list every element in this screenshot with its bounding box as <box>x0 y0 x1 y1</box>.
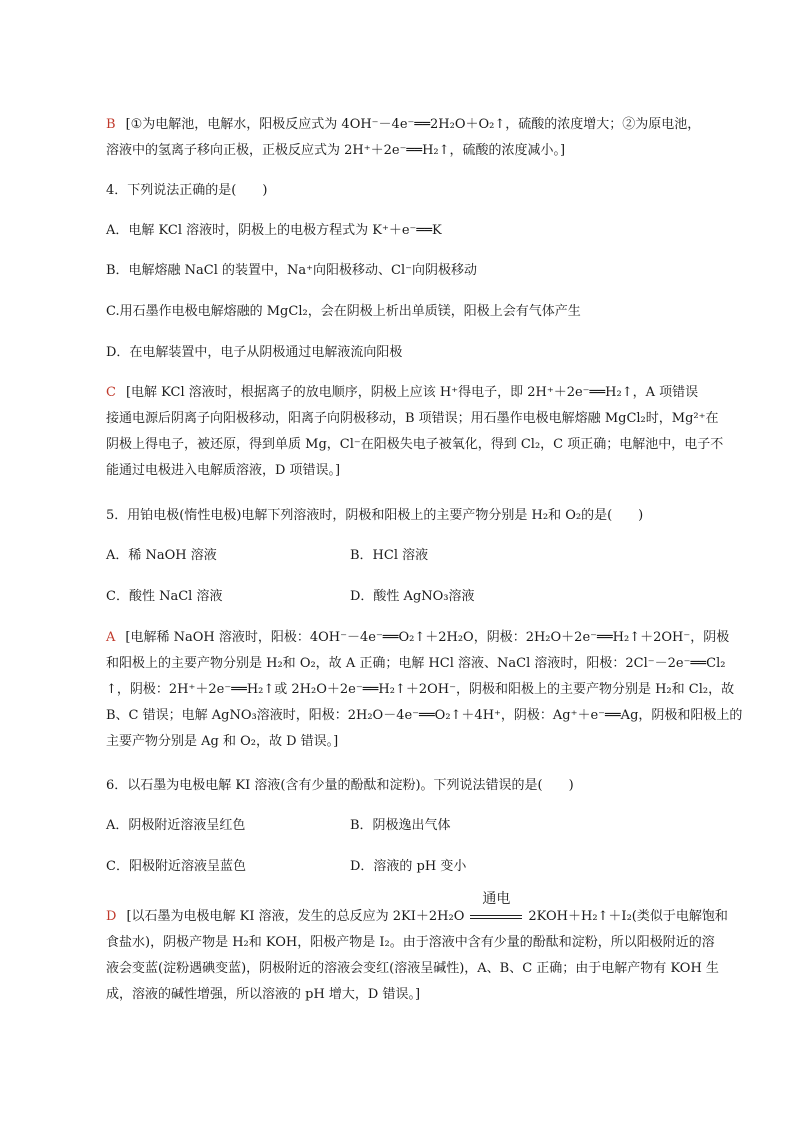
q4-stem: 4．下列说法正确的是( ) <box>106 183 268 198</box>
q4-option-d: D．在电解装置中，电子从阴极通过电解液流向阳极 <box>106 345 403 360</box>
answer-letter: C <box>106 385 116 400</box>
q3-explanation-line-2: 溶液中的氢离子移向正极，正极反应式为 2H⁺＋2e⁻══H₂↑，硫酸的浓度减小。] <box>106 143 566 158</box>
q5-explanation-line-1: A [电解稀 NaOH 溶液时，阳极：4OH⁻－4e⁻══O₂↑＋2H₂O，阴极：2H₂O＋2e⁻══H₂↑＋2OH⁻，阴极 <box>106 630 730 645</box>
q6-option-c: C．阳极附近溶液呈蓝色 <box>106 859 246 874</box>
condition-label: 通电 <box>482 891 511 907</box>
q5-explanation-line-2: 和阳极上的主要产物分别是 H₂和 O₂，故 A 正确；电解 HCl 溶液、NaCl 溶液时，阳极：2Cl⁻－2e⁻══Cl₂ <box>106 656 726 671</box>
q4-option-a: A．电解 KCl 溶液时，阴极上的电极方程式为 K⁺＋e⁻══K <box>106 223 442 238</box>
q6-option-a: A．阴极附近溶液呈红色 <box>106 818 246 833</box>
q5-explanation-line-4: B、C 错误；电解 AgNO₃溶液时，阳极：2H₂O－4e⁻══O₂↑＋4H⁺，阴极：Ag⁺＋e⁻══Ag，阴极和阳极上的 <box>106 708 743 723</box>
q5-options-row-2 <box>106 584 706 610</box>
q4-explanation-line-2: 接通电源后阴离子向阳极移动，阳离子向阴极移动，B 项错误；用石墨作电极电解熔融 MgCl₂时，Mg²⁺在 <box>106 411 719 426</box>
q6-explanation-line-3: 液会变蓝(淀粉遇碘变蓝)，阴极附近的溶液会变红(溶液呈碱性)，A、B、C 正确；由于电解产物有 KOH 生 <box>106 961 719 976</box>
q5-option-d: D．酸性 AgNO₃溶液 <box>350 589 475 604</box>
reaction-condition-arrow <box>470 891 522 930</box>
q4-explanation-line-4: 能通过电极进入电解质溶液，D 项错误。] <box>106 463 341 478</box>
q6-options-row-2 <box>106 854 706 880</box>
q4-explanation-line-3: 阴极上得电子，被还原，得到单质 Mg，Cl⁻在阳极失电子被氧化，得到 Cl₂，C 项正确；电解池中，电子不 <box>106 437 724 452</box>
answer-letter: B <box>106 117 116 132</box>
q6-explanation-line-1: D [以石墨为电极电解 KI 溶液，发生的总反应为 2KI＋2H₂O 通电 2KOH＋H₂↑＋I₂(类似于电解饱和 <box>106 904 706 930</box>
q4-option-b: B．电解熔融 NaCl 的装置中，Na⁺向阳极移动、Cl⁻向阴极移动 <box>106 263 478 278</box>
q5-option-b: B．HCl 溶液 <box>350 548 429 563</box>
q5-options-row-1 <box>106 543 706 569</box>
answer-letter: D <box>106 909 117 924</box>
answer-letter: A <box>106 630 116 645</box>
q6-explanation-line-2: 食盐水)，阴极产物是 H₂和 KOH，阳极产物是 I₂。由于溶液中含有少量的酚酞和淀粉，所以阳极附近的溶 <box>106 935 715 950</box>
q5-option-a: A．稀 NaOH 溶液 <box>106 548 217 563</box>
q6-option-d: D．溶液的 pH 变小 <box>350 859 467 874</box>
q6-option-b: B．阴极逸出气体 <box>350 818 451 833</box>
q6-stem: 6．以石墨为电极电解 KI 溶液(含有少量的酚酞和淀粉)。下列说法错误的是( ) <box>106 778 574 793</box>
q4-explanation-line-1: C [电解 KCl 溶液时，根据离子的放电顺序，阴极上应该 H⁺得电子，即 2H⁺＋2e⁻══H₂↑，A 项错误 <box>106 385 699 400</box>
q5-option-c: C．酸性 NaCl 溶液 <box>106 589 223 604</box>
q6-options-row-1 <box>106 813 706 839</box>
q5-stem: 5．用铂电极(惰性电极)电解下列溶液时，阴极和阳极上的主要产物分别是 H₂和 O₂的是( ) <box>106 508 644 523</box>
q3-explanation-line-1: B [①为电解池，电解水，阳极反应式为 4OH⁻－4e⁻══2H₂O＋O₂↑，硫酸的浓度增大；②为原电池， <box>106 117 701 132</box>
q5-explanation-line-3: ↑，阴极：2H⁺＋2e⁻══H₂↑或 2H₂O＋2e⁻══H₂↑＋2OH⁻，阴极和阳极上的主要产物分别是 H₂和 Cl₂，故 <box>106 682 735 697</box>
q6-explanation-line-4: 成，溶液的碱性增强，所以溶液的 pH 增大，D 错误。] <box>106 987 421 1002</box>
q5-explanation-line-5: 主要产物分别是 Ag 和 O₂，故 D 错误。] <box>106 734 339 749</box>
q4-option-c: C.用石墨作电极电解熔融的 MgCl₂，会在阴极上析出单质镁，阳极上会有气体产生 <box>106 304 581 319</box>
